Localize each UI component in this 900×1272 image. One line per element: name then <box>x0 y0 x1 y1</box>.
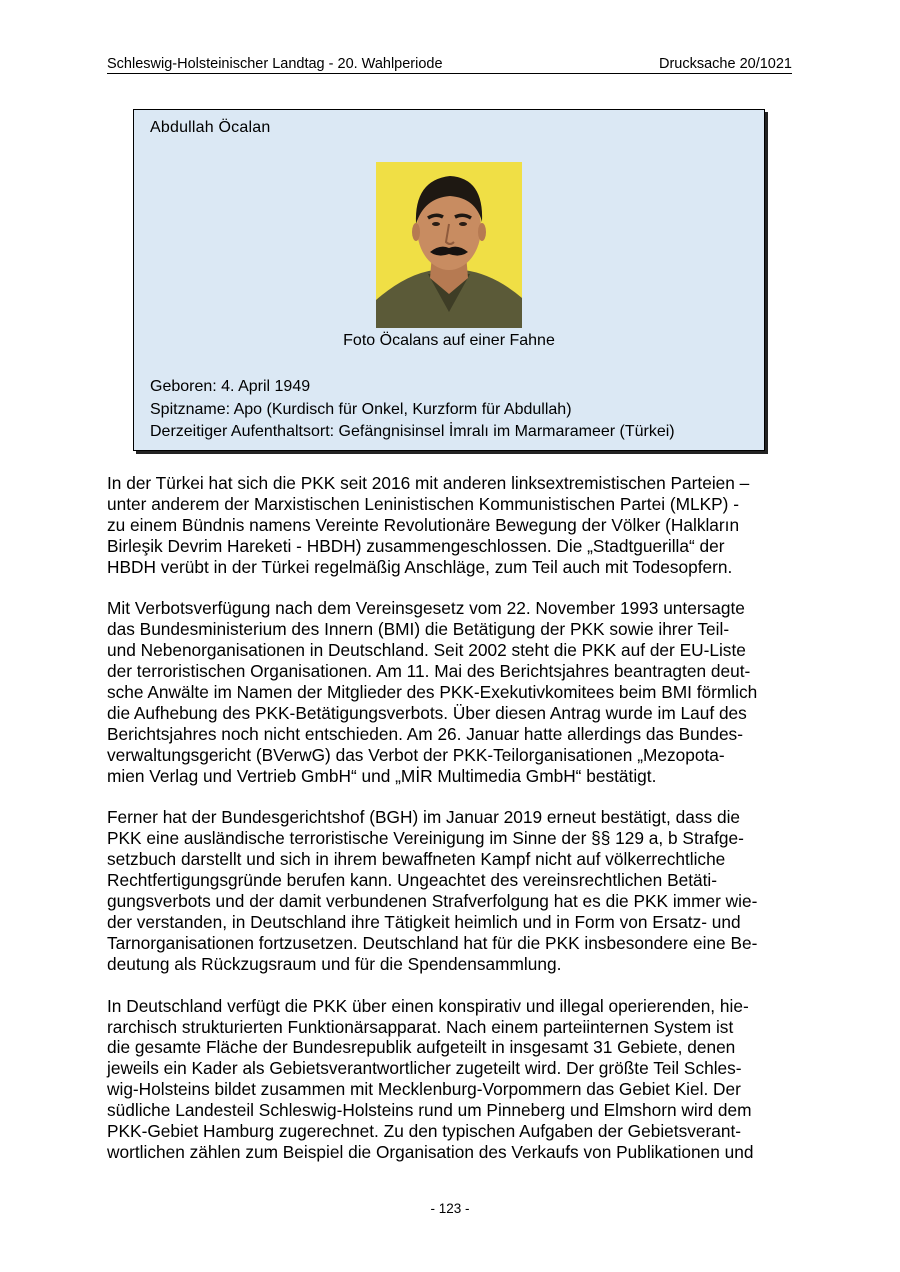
body-text <box>107 473 797 1184</box>
text-line: HBDH verübt in der Türkei regelmäßig Anschläge, zum Teil auch mit Todesopfern. <box>107 556 733 577</box>
text-line: gungsverbots und der damit verbundenen Strafverfolgung hat es die PKK immer wie- <box>107 891 758 912</box>
text-line: mien Verlag und Vertrieb GmbH“ und „MİR Multimedia GmbH“ bestätigt. <box>107 765 657 786</box>
text-line: Ferner hat der Bundesgerichtshof (BGH) im Januar 2019 erneut bestätigt, dass die <box>107 807 741 828</box>
fact-location: Derzeitiger Aufenthaltsort: Gefängnisinsel İmralı im Marmarameer (Türkei) <box>150 423 675 440</box>
paragraph-verbot <box>107 598 797 786</box>
text-line: zu einem Bündnis namens Vereinte Revolutionäre Bewegung der Völker (Halkların <box>107 514 740 535</box>
text-line: das Bundesministerium des Innern (BMI) die Betätigung der PKK sowie ihrer Teil- <box>107 619 730 640</box>
text-line: Rechtfertigungsgründe berufen kann. Ungeachtet des vereinsrechtlichen Betäti- <box>107 870 718 891</box>
text-line: sche Anwälte im Namen der Mitglieder des PKK-Exekutivkomitees beim BMI förmlich <box>107 682 758 703</box>
text-line: die gesamte Fläche der Bundesrepublik aufgeteilt in insgesamt 31 Gebiete, denen <box>107 1037 736 1058</box>
text-line: unter anderem der Marxistischen Leninistischen Kommunistischen Partei (MLKP) - <box>107 493 739 514</box>
text-line: der terroristischen Organisationen. Am 11. Mai des Berichtsjahres beantragten deut- <box>107 661 751 682</box>
text-line: wortlichen zählen zum Beispiel die Organisation des Verkaufs von Publikationen und <box>107 1141 754 1162</box>
fact-nickname: Spitzname: Apo (Kurdisch für Onkel, Kurzform für Abdullah) <box>150 400 572 418</box>
paragraph-hbdh <box>107 473 797 578</box>
text-line: PKK eine ausländische terroristische Vereinigung im Sinne der §§ 129 a, b Strafge- <box>107 828 744 849</box>
text-line: In Deutschland verfügt die PKK über einen konspirativ und illegal operierenden, hie- <box>107 995 749 1016</box>
photo-caption: Foto Öcalans auf einer Fahne <box>343 332 555 349</box>
paragraph-funktionaersapparat <box>107 996 797 1163</box>
text-line: jeweils ein Kader als Gebietsverantwortlicher zugeteilt wird. Der größte Teil Schles- <box>107 1058 742 1079</box>
text-line: Berichtsjahres noch nicht entschieden. Am 26. Januar hatte allerdings das Bundes- <box>107 723 743 744</box>
text-line: Tarnorganisationen fortzusetzen. Deutschland hat für die PKK insbesondere eine Be- <box>107 932 758 953</box>
profile-infobox <box>133 109 765 451</box>
profile-facts <box>150 376 675 444</box>
header-left: Schleswig-Holsteinischer Landtag - 20. Wahlperiode <box>107 56 443 72</box>
header-document-number: Drucksache 20/1021 <box>659 56 792 72</box>
text-line: In der Türkei hat sich die PKK seit 2016 mit anderen linksextremistischen Parteien – <box>107 473 750 493</box>
text-line: der verstanden, in Deutschland ihre Tätigkeit heimlich und in Form von Ersatz- und <box>107 912 741 932</box>
text-line: verwaltungsgericht (BVerwG) das Verbot der PKK-Teilorganisationen „Mezopota- <box>107 744 725 765</box>
text-line: PKK-Gebiet Hamburg zugerechnet. Zu den typischen Aufgaben der Gebietsverant- <box>107 1121 742 1142</box>
text-line: rarchisch strukturierten Funktionärsapparat. Nach einem parteiinternen System ist <box>107 1016 734 1037</box>
text-line: und Nebenorganisationen in Deutschland. Seit 2002 steht die PKK auf der EU-Liste <box>107 640 746 661</box>
text-line: wig-Holsteins bildet zusammen mit Mecklenburg-Vorpommern das Gebiet Kiel. Der <box>107 1079 741 1100</box>
text-line: deutung als Rückzugsraum und für die Spendensammlung. <box>107 953 562 974</box>
text-line: die Aufhebung des PKK-Betätigungsverbots. Über diesen Antrag wurde im Lauf des <box>107 702 747 723</box>
text-line: südliche Landesteil Schleswig-Holsteins rund um Pinneberg und Elmshorn wird dem <box>107 1100 752 1121</box>
text-line: setzbuch darstellt und sich in ihrem bewaffneten Kampf nicht auf völkerrechtliche <box>107 849 726 870</box>
portrait-photo <box>376 162 522 328</box>
page-header <box>107 55 792 74</box>
text-line: Mit Verbotsverfügung nach dem Vereinsgesetz vom 22. November 1993 untersagte <box>107 598 745 619</box>
page-number: - 123 - <box>430 1201 470 1216</box>
infobox-title: Abdullah Öcalan <box>150 119 271 136</box>
text-line: Birleşik Devrim Hareketi - HBDH) zusammengeschlossen. Die „Stadtguerilla“ der <box>107 535 725 556</box>
portrait-image <box>376 162 522 328</box>
paragraph-bgh <box>107 807 797 974</box>
fact-born: Geboren: 4. April 1949 <box>150 378 311 395</box>
